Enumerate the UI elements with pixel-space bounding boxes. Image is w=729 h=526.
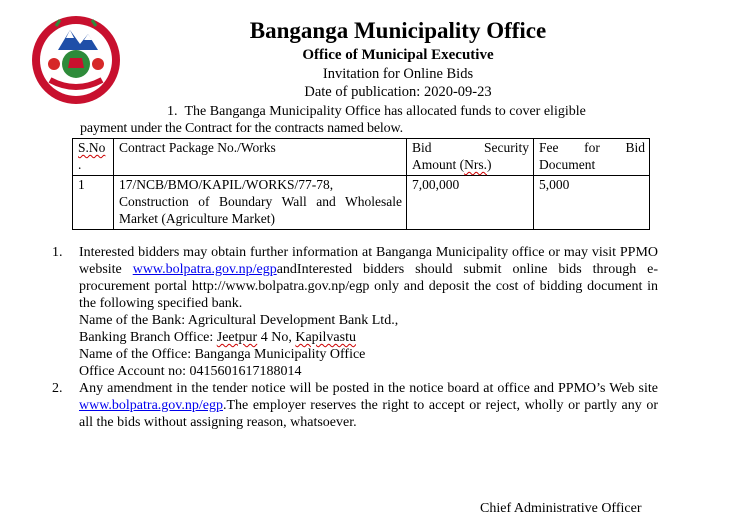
note-item-1 xyxy=(52,244,658,380)
row-security: 7,00,000 xyxy=(407,176,534,230)
office-subtitle: Office of Municipal Executive xyxy=(302,47,494,63)
office-title: Banganga Municipality Office xyxy=(249,18,547,43)
row-sno: 1 xyxy=(73,176,114,230)
intro-line-2: payment under the Contract for the contracts named below. xyxy=(80,121,403,136)
table-header-row xyxy=(73,139,650,176)
header-security-close: ) xyxy=(487,157,492,172)
note-paragraph-1 xyxy=(79,244,658,312)
branch-prefix: Banking Branch Office: xyxy=(79,330,217,345)
header-security xyxy=(407,139,534,176)
header-fee-line2: Document xyxy=(539,157,596,172)
branch-number: 4 No, xyxy=(257,330,296,345)
notes-list xyxy=(52,244,658,431)
publication-date: Date of publication: 2020-09-23 xyxy=(304,84,492,100)
header-security-line2 xyxy=(412,156,529,173)
row-fee: 5,000 xyxy=(534,176,650,230)
header-security-line1: Bid Security xyxy=(412,140,529,155)
document-type: Invitation for Online Bids xyxy=(322,66,474,82)
header-fee-line1: Fee for Bid xyxy=(539,140,645,155)
header-sno-dot: . xyxy=(78,157,82,172)
note-1-text-b: andInterested bidders should submit online bids through e-procurement portal http://www.bolpatra.gov.np/egp only and deposit the cost of bidding document in the following specified bank. xyxy=(79,262,659,311)
note-number-2: 2. xyxy=(52,381,63,396)
account-line: Office Account no: 0415601617188014 xyxy=(79,364,302,379)
bolpatra-link-1[interactable]: www.bolpatra.gov.np/egp xyxy=(132,262,277,277)
note-2-text-b: .The employer reserves the right to accept or reject, wholly or partly any or all the bids without assigning reason, whatsoever. xyxy=(79,398,658,430)
note-item-2 xyxy=(52,380,658,431)
bank-name-line: Name of the Bank: Agricultural Development Bank Ltd., xyxy=(79,313,399,328)
branch-line xyxy=(79,329,658,346)
bid-table xyxy=(72,138,650,230)
bolpatra-link-2[interactable]: www.bolpatra.gov.np/egp xyxy=(79,398,223,413)
note-paragraph-2 xyxy=(79,380,658,431)
intro-text-1: The Banganga Municipality Office has allocated funds to cover eligible xyxy=(184,104,586,119)
note-1-text-a: Interested bidders may obtain further information at Banganga Municipality office or may visit PPMO website xyxy=(79,245,658,277)
nepal-emblem-logo xyxy=(30,14,122,106)
intro-line-1 xyxy=(167,104,586,120)
header-sno xyxy=(73,139,114,176)
table-row xyxy=(73,176,650,230)
office-name-line: Name of the Office: Banganga Municipality Office xyxy=(79,347,366,362)
header-sno-text: S.No xyxy=(78,140,106,155)
branch-jeetpur: Jeetpur xyxy=(216,330,258,345)
branch-kapilvastu: Kapilvastu xyxy=(295,330,356,345)
signature-title: Chief Administrative Officer xyxy=(480,501,642,516)
header-security-currency: Nrs. xyxy=(464,157,487,172)
note-2-text-a: Any amendment in the tender notice will be posted in the notice board at office and PPMO’s Web site xyxy=(79,381,658,396)
note-number-1: 1. xyxy=(52,245,63,260)
intro-number: 1. xyxy=(167,104,178,119)
header-security-amount: Amount ( xyxy=(412,157,465,172)
header-fee xyxy=(534,139,650,176)
row-package: 17/NCB/BMO/KAPIL/WORKS/77-78, Construction of Boundary Wall and Wholesale Market (Agriculture Market) xyxy=(114,176,407,230)
header-package: Contract Package No./Works xyxy=(114,139,407,176)
